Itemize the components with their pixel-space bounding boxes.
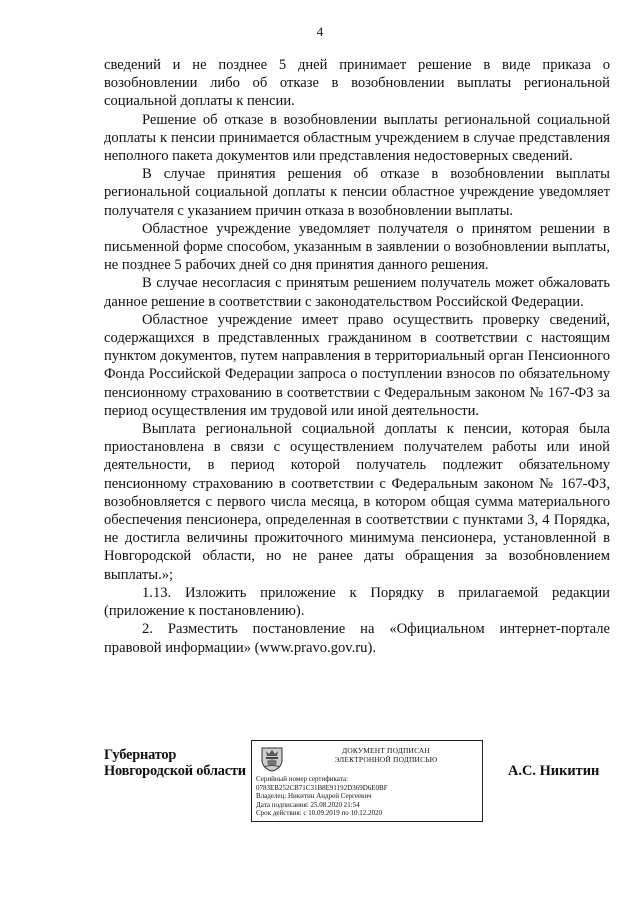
paragraph-3: В случае принятия решения об отказе в возобновлении выплаты региональной социальной доплаты к пенсии областное учреждение уведомляет получателя с указанием причин отказа в возобновлении выплаты. xyxy=(104,166,610,219)
signatory-title-line2: Новгородской области xyxy=(104,763,246,779)
stamp-heading xyxy=(296,746,476,764)
page-number: 4 xyxy=(316,24,324,39)
paragraph-2: Решение об отказе в возобновлении выплаты региональной социальной доплаты к пенсии принимается областным учреждением в случае представления неполного пакета документов или представления недостоверных сведений. xyxy=(104,111,610,165)
paragraph-5: В случае несогласия с принятым решением получатель может обжаловать данное решение в соответствии с законодательством Российской Федерации. xyxy=(104,275,610,310)
cert-owner: Владелец: Никитин Андрей Сергеевич xyxy=(256,792,372,801)
paragraph-6: Областное учреждение имеет право осуществить проверку сведений, содержащихся в представленных гражданином в соответствии с настоящим пунктом документов, путем направления в территориальный орган Пенсионного Фонда Российской Федерации запроса о поступлении взносов по обязательному пенсионному страхованию в соответствии с Федеральным законом № 167-ФЗ за период осуществления им трудовой или иной деятельности. xyxy=(104,311,610,419)
signatory-name: А.С. Никитин xyxy=(508,763,600,779)
stamp-details xyxy=(256,775,480,818)
paragraph-8: 1.13. Изложить приложение к Порядку в прилагаемой редакции (приложение к постановлению). xyxy=(104,584,610,620)
cert-label: Серийный номер сертификата: xyxy=(256,775,348,783)
paragraph-1: сведений и не позднее 5 дней принимает решение в виде приказа о возобновлении либо об отказе в возобновлении выплаты региональной социальной доплаты к пенсии. xyxy=(104,57,610,110)
signatory-title xyxy=(104,747,246,779)
stamp-heading-line2: ЭЛЕКТРОННОЙ ПОДПИСЬЮ xyxy=(334,755,438,764)
stamp-heading-line1: ДОКУМЕНТ ПОДПИСАН xyxy=(342,746,430,755)
signing-date: Дата подписания: 25.08.2020 21:54 xyxy=(256,800,360,809)
signatory-title-line1: Губернатор xyxy=(104,747,177,763)
cert-validity: Срок действия: с 10.09.2019 по 10.12.2020 xyxy=(256,809,382,818)
paragraph-9: 2. Разместить постановление на «Официальном интернет-портале правовой информации» (www.pravo.gov.ru). xyxy=(104,621,610,656)
document-body xyxy=(104,56,610,657)
paragraph-7: Выплата региональной социальной доплаты к пенсии, которая была приостановлена в связи с осуществлением получателем работы или иной деятельности, в период которой получатель подлежит обязательному пенсионному страхованию в соответствии с Федеральным законом № 167-ФЗ, возобновляется с первого числа месяца, в котором общая сумма материального обеспечения пенсионера, определенная в соответствии с пунктами 3, 4 Порядка, не достигла величины прожиточного минимума пенсионера, установленной в Новгородской области, но не ранее даты обращения за возобновлением выплаты.»; xyxy=(104,421,610,583)
electronic-signature-stamp xyxy=(251,740,483,822)
novgorod-coat-of-arms-icon xyxy=(258,745,286,773)
cert-number: 0783EB252CB71C31B8E91192D369D6E0BF xyxy=(256,783,388,792)
paragraph-4: Областное учреждение уведомляет получателя о принятом решении в письменной форме способом, указанным в заявлении о возобновлении выплаты, не позднее 5 рабочих дней со дня принятия данного решения. xyxy=(104,220,610,274)
